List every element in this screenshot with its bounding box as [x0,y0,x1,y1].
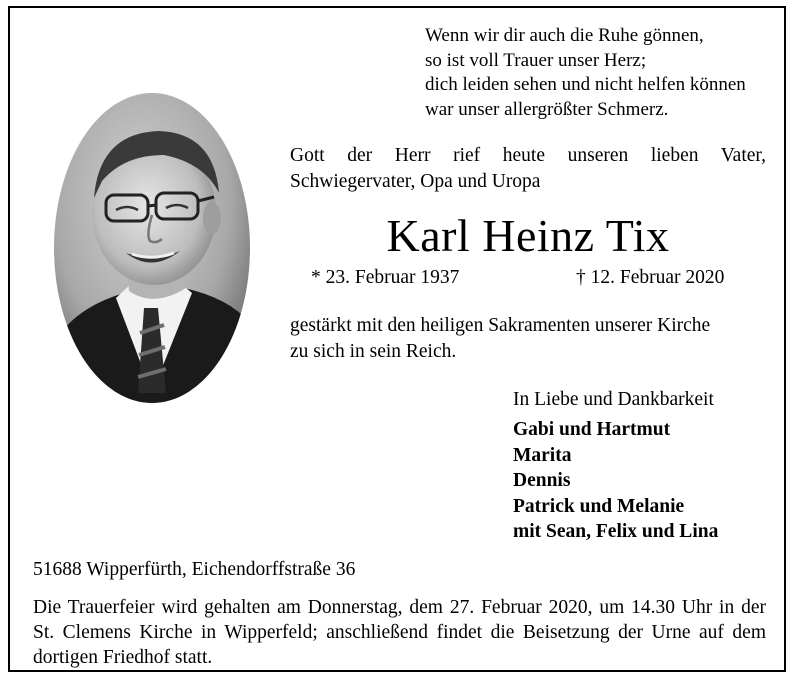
funeral-notice [33,595,766,670]
funeral-line: St. Clemens Kirche in Wipperfeld; anschließend findet die Beisetzung der Urne auf dem [33,622,766,643]
mourners-list [513,417,718,545]
poem-line: dich leiden sehen und nicht helfen können [425,74,746,95]
address: 51688 Wipperfürth, Eichendorffstraße 36 [33,559,356,580]
funeral-line: Die Trauerfeier wird gehalten am Donnerstag, dem 27. Februar 2020, um 14.30 Uhr in der [33,597,766,618]
poem-line: so ist voll Trauer unser Herz; [425,49,647,71]
poem-line: Wenn wir dir auch die Ruhe gönnen, [425,25,704,46]
sacrament-text [290,313,710,365]
funeral-line: dortigen Friedhof statt. [33,647,213,668]
memorial-poem [425,24,746,122]
poem-line: war unser allergrößter Schmerz. [425,98,669,120]
portrait-photo [54,93,250,403]
intro-line: Schwiegervater, Opa und Uropa [290,171,541,192]
mourner-name: Marita [513,444,572,466]
birth-date: * 23. Februar 1937 [311,267,460,288]
mourner-name: mit Sean, Felix und Lina [513,521,719,542]
mourner-name: Gabi und Hartmut [513,419,671,440]
mourner-name: Dennis [513,470,571,491]
intro-text [290,143,766,195]
closing-greeting: In Liebe und Dankbarkeit [513,389,714,410]
death-date: † 12. Februar 2020 [576,267,725,288]
sacrament-line: gestärkt mit den heiligen Sakramenten unserer Kirche [290,315,711,336]
intro-line: Gott der Herr rief heute unseren lieben Vater, [290,145,766,166]
deceased-name: Karl Heinz Tix [386,210,670,261]
sacrament-line: zu sich in sein Reich. [290,341,457,362]
mourner-name: Patrick und Melanie [513,495,685,517]
